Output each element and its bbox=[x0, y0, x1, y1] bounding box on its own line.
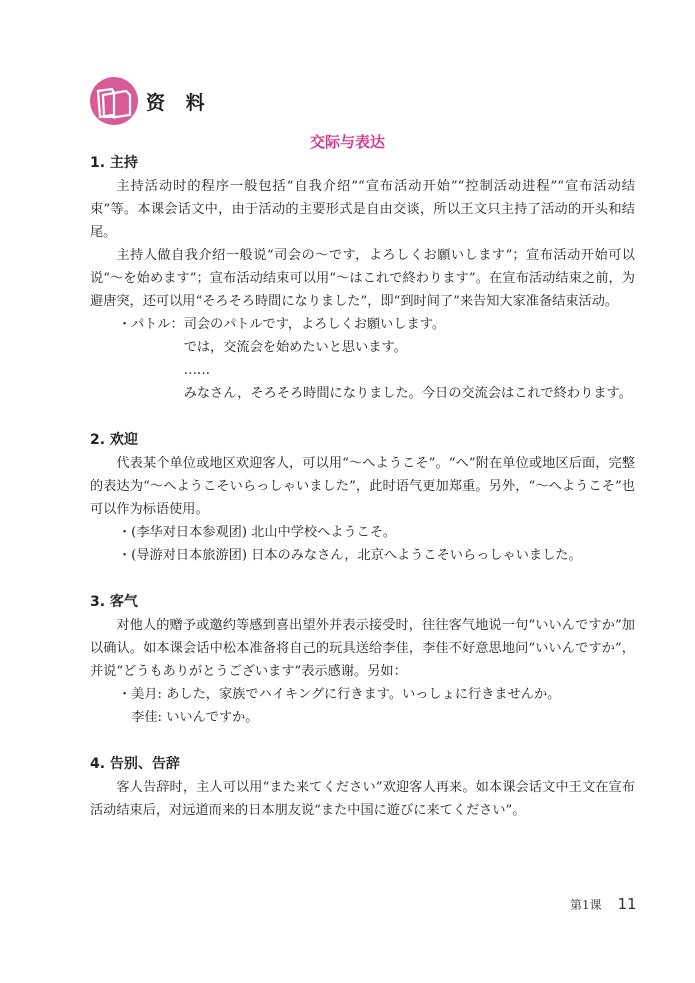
example-line: では，交流会を始めたいと思います。 bbox=[183, 340, 407, 355]
example-line: 司会のパトルです，よろしくお願いします。 bbox=[183, 317, 446, 332]
section-heading: 2. 欢迎 bbox=[90, 432, 138, 448]
paragraph: 客人告辞时，主人可以用“また来てください”欢迎客人再来。如本课会话文中王文在宣布活动结束后，对远道而来的日本朋友说“また中国に遊びに来てください”。 bbox=[90, 780, 635, 818]
document-body bbox=[90, 152, 635, 822]
example-line: ・美月: あした，家族でハイキングに行きます。いっしょに行きませんか。 bbox=[118, 687, 561, 702]
section-hosting bbox=[90, 152, 635, 405]
resource-title: 资 料 bbox=[146, 92, 212, 114]
example-speaker: ・パトル： bbox=[118, 317, 184, 332]
example-line: ・(导游对日本旅游团) 日本のみなさん，北京へようこそいらっしゃいました。 bbox=[118, 548, 582, 563]
example-line: …… bbox=[183, 363, 211, 378]
section-politeness bbox=[90, 591, 635, 729]
paragraph: 代表某个单位或地区欢迎客人，可以用“～へようこそ”。“へ”附在单位或地区后面，完整的表达为“～へようこそいらっしゃいました”，此时语气更加郑重。另外，“～へようこそ”也可以作为标语使用。 bbox=[90, 456, 635, 517]
example-line: ・(李华对日本参观团) 北山中学校へようこそ。 bbox=[118, 525, 396, 540]
section-welcome bbox=[90, 429, 635, 567]
resource-badge bbox=[90, 77, 138, 125]
section-title: 交际与表达 bbox=[309, 133, 385, 151]
section-heading: 3. 客气 bbox=[90, 594, 138, 610]
paragraph: 主持活动时的程序一般包括“自我介绍”“宣布活动开始”“控制活动进程”“宣布活动结束”等。本课会话文中，由于活动的主要形式是自由交谈，所以王文只主持了活动的开头和结尾。 bbox=[90, 179, 635, 240]
open-book-icon bbox=[90, 77, 138, 125]
example-line: 李佳: いいんですか。 bbox=[118, 710, 259, 725]
lesson-label: 第1课 bbox=[570, 898, 602, 912]
paragraph: 主持人做自我介绍一般说“司会の～です，よろしくお願いします”；宣布活动开始可以说“～を始めます”；宣布活动结束可以用“～はこれで終わります”。在宣布活动结束之前，为避唐突，还可以用“そろそろ時間になりました”，即“到时间了”来告知大家准备结束活动。 bbox=[90, 248, 635, 309]
section-farewell bbox=[90, 753, 635, 822]
example-line: みなさん，そろそろ時間になりました。今日の交流会はこれで終わります。 bbox=[183, 386, 632, 401]
page-number: 11 bbox=[617, 895, 637, 913]
page-footer bbox=[570, 895, 637, 913]
section-heading: 1. 主持 bbox=[90, 155, 138, 171]
example-block bbox=[90, 313, 635, 405]
section-heading: 4. 告别、告辞 bbox=[90, 756, 180, 772]
paragraph: 对他人的赠予或邀约等感到喜出望外并表示接受时，往往客气地说一句“いいんですか”加以确认。如本课会话中松本准备将自己的玩具送给李佳，李佳不好意思地问“いいんですか”，并说“どうもありがとうございます”表示感谢。另如： bbox=[90, 618, 635, 679]
